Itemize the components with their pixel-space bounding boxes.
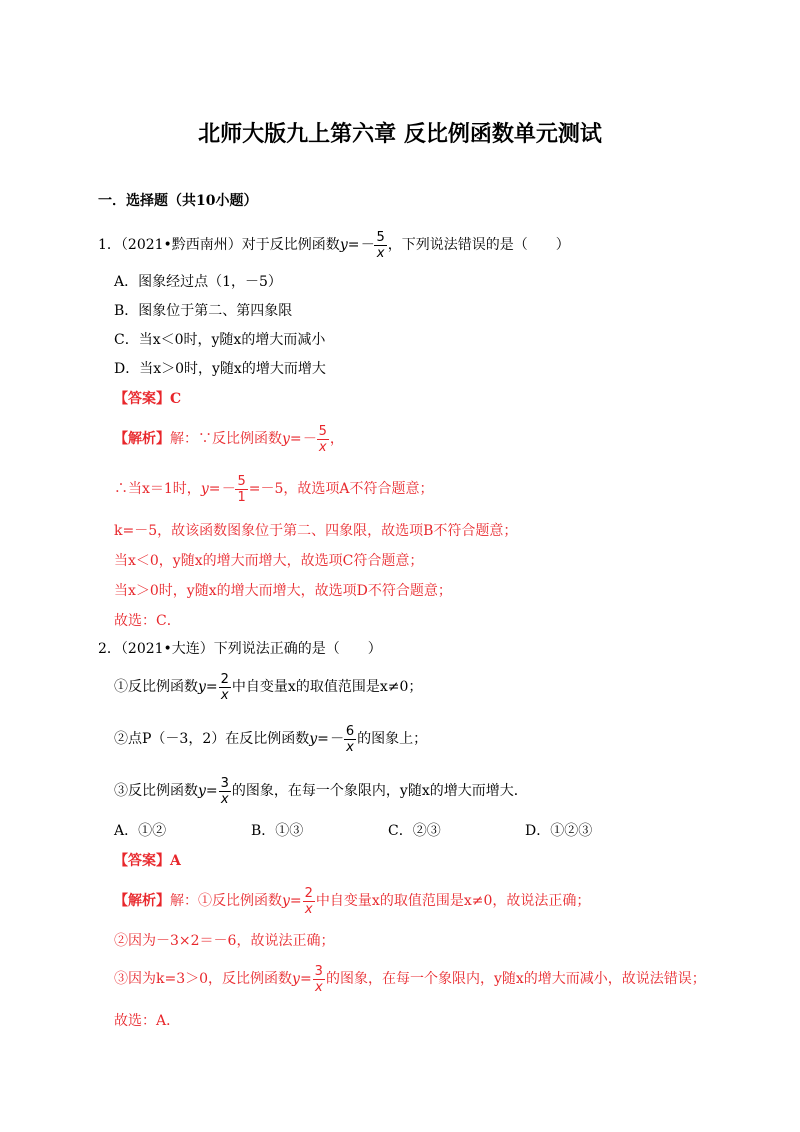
q2-a1-num: 2 xyxy=(304,885,313,901)
q1-line2-tail: =－5，故选项A不符合题意； xyxy=(248,481,434,497)
q2-s2-tail: 的图象上； xyxy=(357,731,428,747)
q1-option-a: A．图象经过点（1，－5） xyxy=(114,274,282,290)
q2-s3-den: x xyxy=(219,791,231,807)
q1-frac-num: 5 xyxy=(376,229,385,245)
q2-a3-y: y= xyxy=(292,971,312,987)
q2-option-a: A．①② xyxy=(114,823,167,839)
q2-a3-den: x xyxy=(313,979,325,995)
q1-line2-y: y=－ xyxy=(200,481,235,497)
q1-analysis-tail: ， xyxy=(329,431,344,447)
q2-a1-y: y= xyxy=(282,893,302,909)
q2-s1-pre: ①反比例函数 xyxy=(114,679,198,695)
question-2-stem xyxy=(98,640,382,658)
q2-s1-den: x xyxy=(219,687,231,703)
q1-option-b: B．图象位于第二、第四象限 xyxy=(114,303,293,319)
q1-analysis-y: y=－ xyxy=(282,431,316,447)
q1-line2-fraction xyxy=(235,474,247,505)
q2-option-b: B．①③ xyxy=(251,823,304,839)
q2-a3-num: 3 xyxy=(314,963,323,979)
q2-stem-text: （2021•大连）下列说法正确的是（ ） xyxy=(120,641,382,657)
q1-option-d: D．当x＞0时，y随x的增大而增大 xyxy=(114,361,326,377)
q1-y-eq: y=－ xyxy=(339,237,374,253)
q2-statement-3 xyxy=(114,774,528,808)
q2-s3-num: 3 xyxy=(220,775,229,791)
q2-analysis-line-4: 故选：A． xyxy=(114,1013,181,1029)
q1-analysis-line-4: 当x＜0，y随x的增大而增大，故选项C符合题意； xyxy=(114,553,424,569)
q2-s1-num: 2 xyxy=(220,671,229,687)
page-title: 北师大版九上第六章 反比例函数单元测试 xyxy=(198,122,602,147)
q2-a1-tail: 中自变量x的取值范围是x≠0，故说法正确； xyxy=(315,893,591,909)
q1-source: （2021•黔西南州）对于反比例函数 xyxy=(120,237,340,253)
q1-analysis-line-3: k=－5，故该函数图象位于第二、四象限，故选项B不符合题意； xyxy=(114,523,518,539)
section-heading: 一．选择题（共10小题） xyxy=(98,193,258,209)
q2-s2-den: x xyxy=(344,739,356,755)
q1-fraction xyxy=(374,230,386,261)
q2-analysis-line-3 xyxy=(114,962,706,996)
q2-s2-pre: ②点P（－3，2）在反比例函数 xyxy=(114,731,310,747)
q1-analysis-label: 【解析】 xyxy=(114,431,170,447)
q2-options xyxy=(114,822,592,840)
q1-analysis-frac-den: x xyxy=(317,439,329,455)
q2-analysis-line-2: ②因为－3×2＝－6，故说法正确； xyxy=(114,933,335,949)
q2-s1-y: y= xyxy=(198,679,218,695)
q2-a3-tail: 的图象，在每一个象限内，y随x的增大而减小，故说法错误； xyxy=(325,971,706,987)
q2-analysis-line-1 xyxy=(114,884,590,918)
q1-analysis-line-2 xyxy=(114,472,433,506)
question-1-stem xyxy=(98,228,570,262)
q2-answer: 【答案】A xyxy=(114,853,181,869)
q1-line2-frac-den: 1 xyxy=(237,489,246,505)
q2-statement-1 xyxy=(114,670,422,704)
q2-a1-pre: 解：①反比例函数 xyxy=(170,893,282,909)
q1-line2-frac-num: 5 xyxy=(237,473,246,489)
q1-stem-tail: ，下列说法错误的是（ ） xyxy=(387,237,570,253)
q1-analysis-fraction xyxy=(317,424,329,455)
q1-line2-pre: ∴当x＝1时， xyxy=(114,481,201,497)
q1-answer: 【答案】C xyxy=(114,391,182,407)
q2-a1-den: x xyxy=(303,901,315,917)
q1-analysis-line-6: 故选：C． xyxy=(114,613,181,629)
q2-option-c: C．②③ xyxy=(388,823,441,839)
q1-number: 1． xyxy=(98,237,121,253)
q2-a3-fraction xyxy=(313,964,325,995)
q2-number: 2． xyxy=(98,641,121,657)
q1-analysis-frac-num: 5 xyxy=(318,423,327,439)
q2-s1-fraction xyxy=(219,672,231,703)
q2-s1-tail: 中自变量x的取值范围是x≠0； xyxy=(231,679,423,695)
q2-s2-num: 6 xyxy=(345,723,355,739)
q1-analysis-line-1 xyxy=(114,422,344,456)
q2-s2-y: y=－ xyxy=(309,731,343,747)
q2-a1-fraction xyxy=(303,886,315,917)
q1-option-c: C．当x＜0时，y随x的增大而减小 xyxy=(114,332,326,348)
q2-analysis-label: 【解析】 xyxy=(114,893,170,909)
q2-s3-tail: 的图象，在每一个象限内，y随x的增大而增大． xyxy=(231,783,528,799)
q2-option-d: D．①②③ xyxy=(525,823,593,839)
q2-s2-fraction xyxy=(344,724,356,755)
q2-statement-2 xyxy=(114,722,427,756)
q2-s3-fraction xyxy=(219,776,231,807)
q1-analysis-line-5: 当x＞0时，y随x的增大而增大，故选项D不符合题意； xyxy=(114,583,452,599)
q1-analysis-head: 解：∵反比例函数 xyxy=(170,431,282,447)
q2-s3-y: y= xyxy=(198,783,218,799)
q2-s3-pre: ③反比例函数 xyxy=(114,783,198,799)
q2-a3-pre: ③因为k=3＞0，反比例函数 xyxy=(114,971,293,987)
q1-frac-den: x xyxy=(374,245,386,261)
